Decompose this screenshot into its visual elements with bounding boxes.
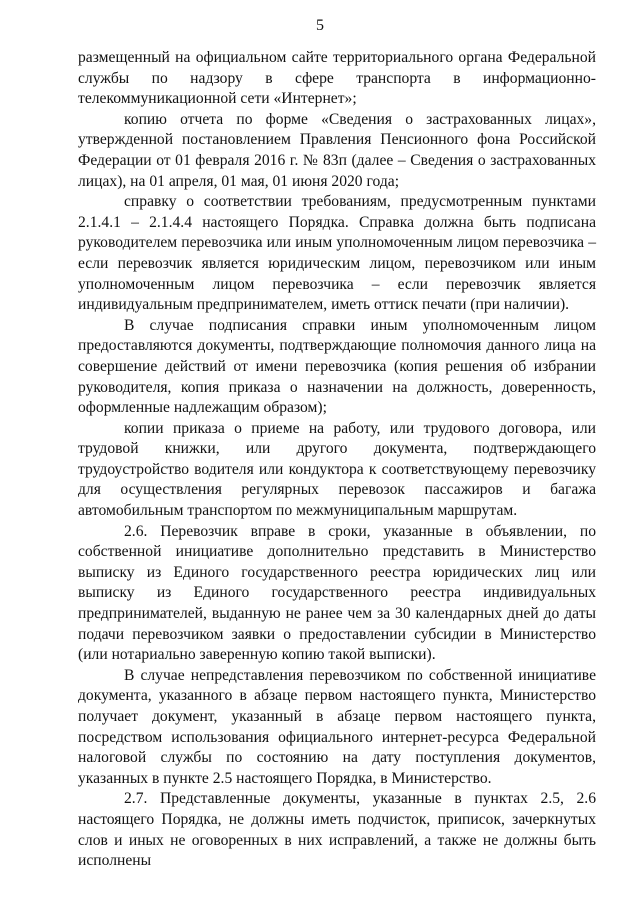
paragraph-non-submission: В случае непредставления перевозчиком по собственной инициативе документа, указанного в абзаце первом настоящего пункта, Министерство получает документ, указанный в абзаце первом настоящего пункта, посредством использования официального интернет-ресурса Федеральной налоговой службы по состоянию на дату поступления документов, указанных в пункте 2.5 настоящего Порядка, в Министерство. xyxy=(78,666,596,787)
paragraph-authorized-person-documents: В случае подписания справки иным уполномоченным лицом предоставляются документы, подтверждающие полномочия данного лица на совершение действий от имени перевозчика (копия решения об избрании руководителя, копия приказа о назначении на должность, доверенность, оформленные надлежащим образом); xyxy=(78,316,596,417)
paragraph-insured-persons-report: копию отчета по форме «Сведения о застрахованных лицах», утвержденной постановлением Правления Пенсионного фона Российской Федерации от 01 февраля 2016 г. № 83п (далее – Сведения о застрахованных лицах), на 01 апреля, 01 мая, 01 июня 2020 года; xyxy=(78,110,596,190)
paragraph-section-2-7: 2.7. Представленные документы, указанные в пунктах 2.5, 2.6 настоящего Порядка, не должны иметь подчисток, приписок, зачеркнутых слов и иных не оговоренных в них исправлений, а также не должны быть исполнены xyxy=(78,790,596,870)
paragraph-employment-documents: копии приказа о приеме на работу, или трудового договора, или трудовой книжки, или другого документа, подтверждающего трудоустройство водителя или кондуктора к соответствующему перевозчику для осуществления регулярных перевозок пассажиров и багажа автомобильным транспортом по межмуниципальным маршрутам. xyxy=(78,419,596,520)
paragraph-website-extract: размещенный на официальном сайте территориального органа Федеральной службы по надзору в сфере транспорта в информационно-телекоммуникационной сети «Интернет»; xyxy=(78,49,596,108)
paragraph-compliance-certificate: справку о соответствии требованиям, предусмотренным пунктами 2.1.4.1 – 2.1.4.4 настоящего Порядка. Справка должна быть подписана руководителем перевозчика или иным уполномоченным лицом перевозчика – если перевозчик является юридическим лицом, перевозчиком или иным уполномоченным лицом перевозчика – если перевозчик является индивидуальным предпринимателем, иметь оттиск печати (при наличии). xyxy=(78,193,596,314)
page-number: 5 xyxy=(316,17,324,34)
document-body xyxy=(78,48,596,872)
paragraph-section-2-6: 2.6. Перевозчик вправе в сроки, указанные в объявлении, по собственной инициативе дополнительно представить в Министерство выписку из Единого государственного реестра юридических лиц или выписку из Единого государственного реестра индивидуальных предпринимателей, выданную не ранее чем за 30 календарных дней до даты подачи перевозчиком заявки о предоставлении субсидии в Министерство (или нотариально заверенную копию такой выписки). xyxy=(78,522,596,664)
